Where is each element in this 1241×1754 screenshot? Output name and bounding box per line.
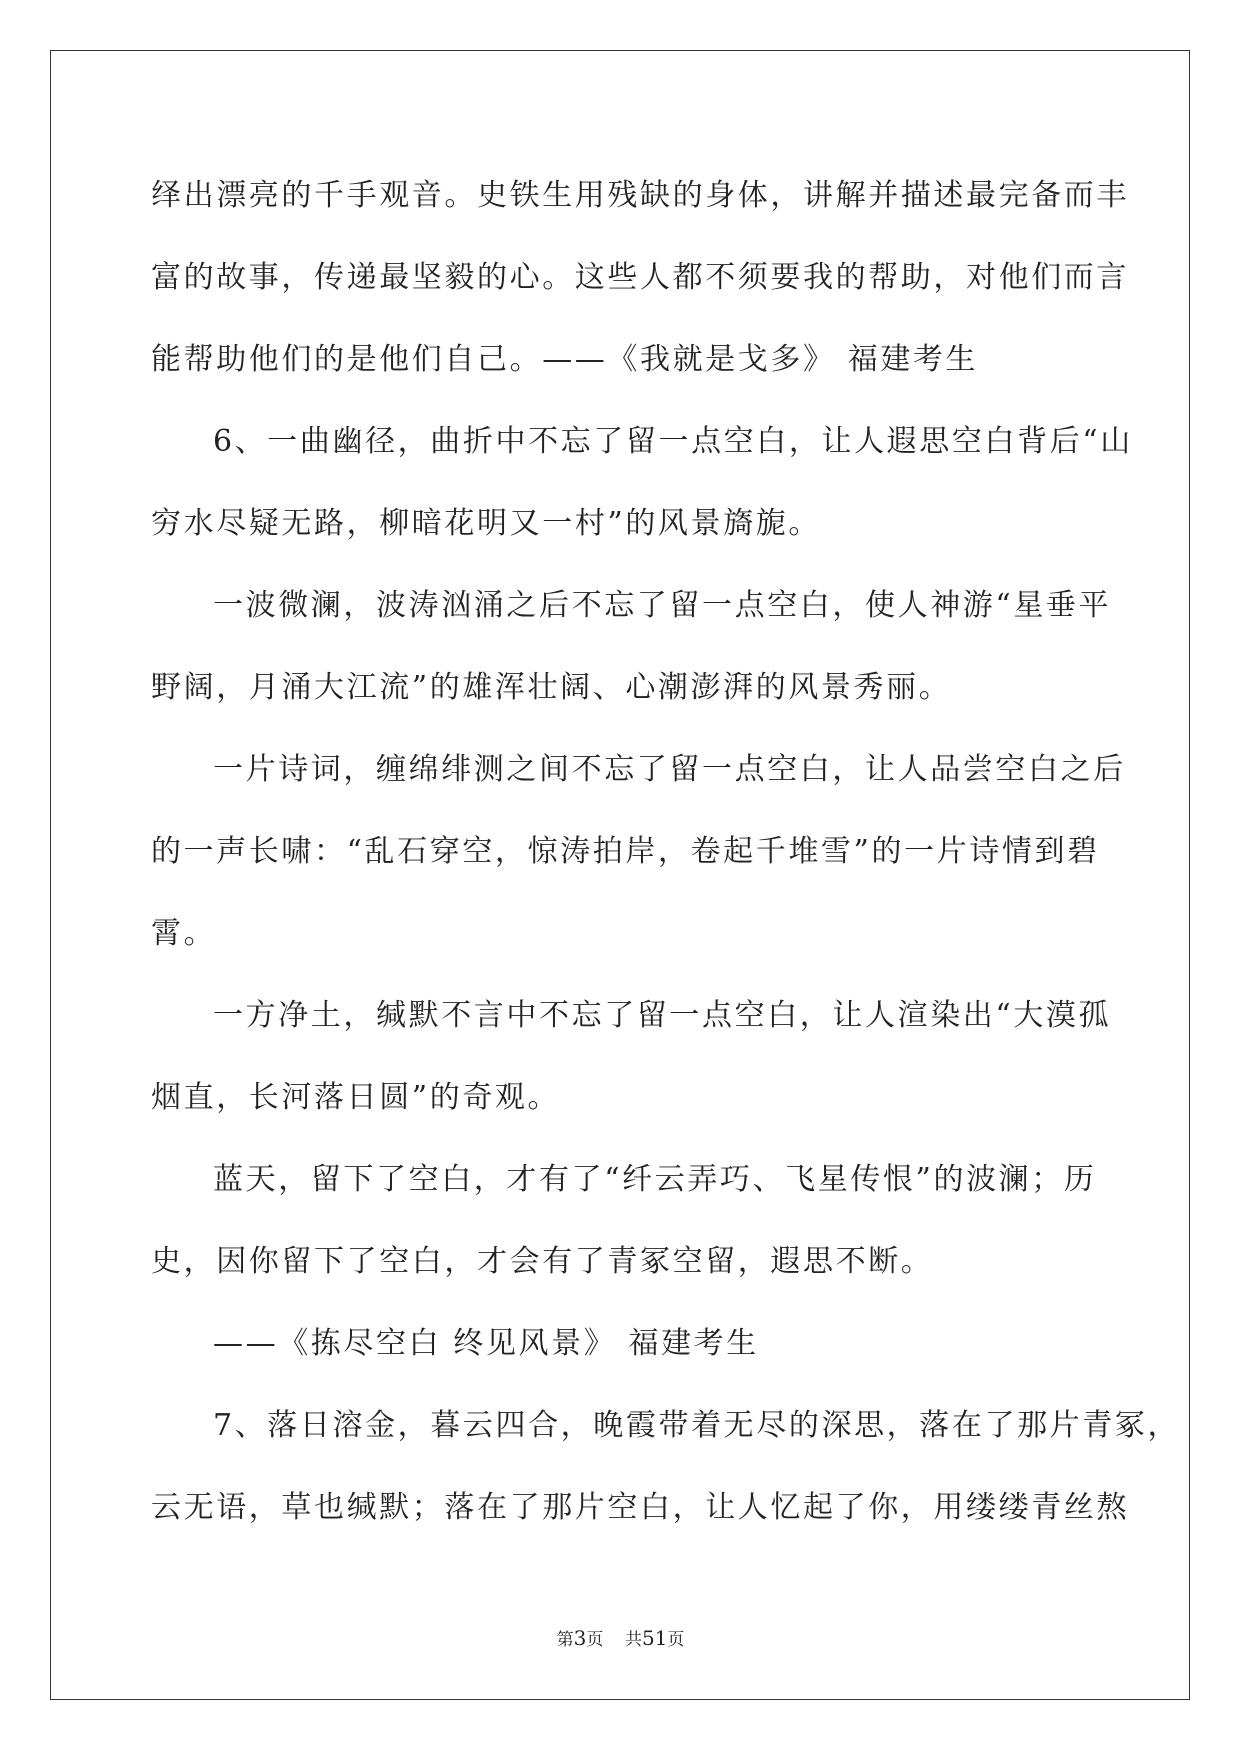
text-line: 穷水尽疑无路，柳暗花明又一村”的风景旖旎。 <box>151 506 821 541</box>
footer-prefix: 第 <box>556 1630 574 1650</box>
footer-total-suffix: 页 <box>667 1630 685 1650</box>
text-line: 富的故事，传递最坚毅的心。这些人都不须要我的帮助，对他们而言 <box>151 260 1129 295</box>
text-line: 的一声长啸：“乱石穿空，惊涛拍岸，卷起千堆雪”的一片诗情到碧 <box>151 834 1100 869</box>
text-line: 霄。 <box>151 916 217 951</box>
paragraph-start: 蓝天，留下了空白，才有了“纤云弄巧、飞星传恨”的波澜；历 <box>213 1162 1097 1197</box>
paragraph-start: 一波微澜，波涛汹涌之后不忘了留一点空白，使人神游“星垂平 <box>213 588 1112 623</box>
text-line: 史，因你留下了空白，才会有了青冢空留，遐思不断。 <box>151 1244 934 1279</box>
text-line: 能帮助他们的是他们自己。——《我就是戈多》 福建考生 <box>151 342 979 377</box>
text-line: 绎出漂亮的千手观音。史铁生用残缺的身体，讲解并描述最完备而丰 <box>151 178 1129 213</box>
attribution-line: ——《拣尽空白 终见风景》 福建考生 <box>213 1326 759 1361</box>
total-page-count: 51 <box>641 1626 668 1650</box>
paragraph-start: 7、落日溶金，暮云四合，晚霞带着无尽的深思，落在了那片青冢， <box>213 1408 1181 1443</box>
text-line: 云无语，草也缄默；落在了那片空白，让人忆起了你，用缕缕青丝熬 <box>151 1490 1129 1525</box>
paragraph-start: 一方净土，缄默不言中不忘了留一点空白，让人渲染出“大漠孤 <box>213 998 1112 1033</box>
page-footer <box>0 1625 1241 1650</box>
text-line: 野阔，月涌大江流”的雄浑壮阔、心潮澎湃的风景秀丽。 <box>151 670 952 705</box>
footer-page-suffix: 页 <box>586 1630 604 1650</box>
footer-total-prefix: 共 <box>624 1630 642 1650</box>
paragraph-start: 6、一曲幽径，曲折中不忘了留一点空白，让人遐思空白背后“山 <box>213 424 1133 459</box>
document-body <box>151 155 1181 1549</box>
text-line: 烟直，长河落日圆”的奇观。 <box>151 1080 561 1115</box>
paragraph-start: 一片诗词，缠绵绯测之间不忘了留一点空白，让人品尝空白之后 <box>213 752 1126 787</box>
current-page-number: 3 <box>573 1626 587 1650</box>
